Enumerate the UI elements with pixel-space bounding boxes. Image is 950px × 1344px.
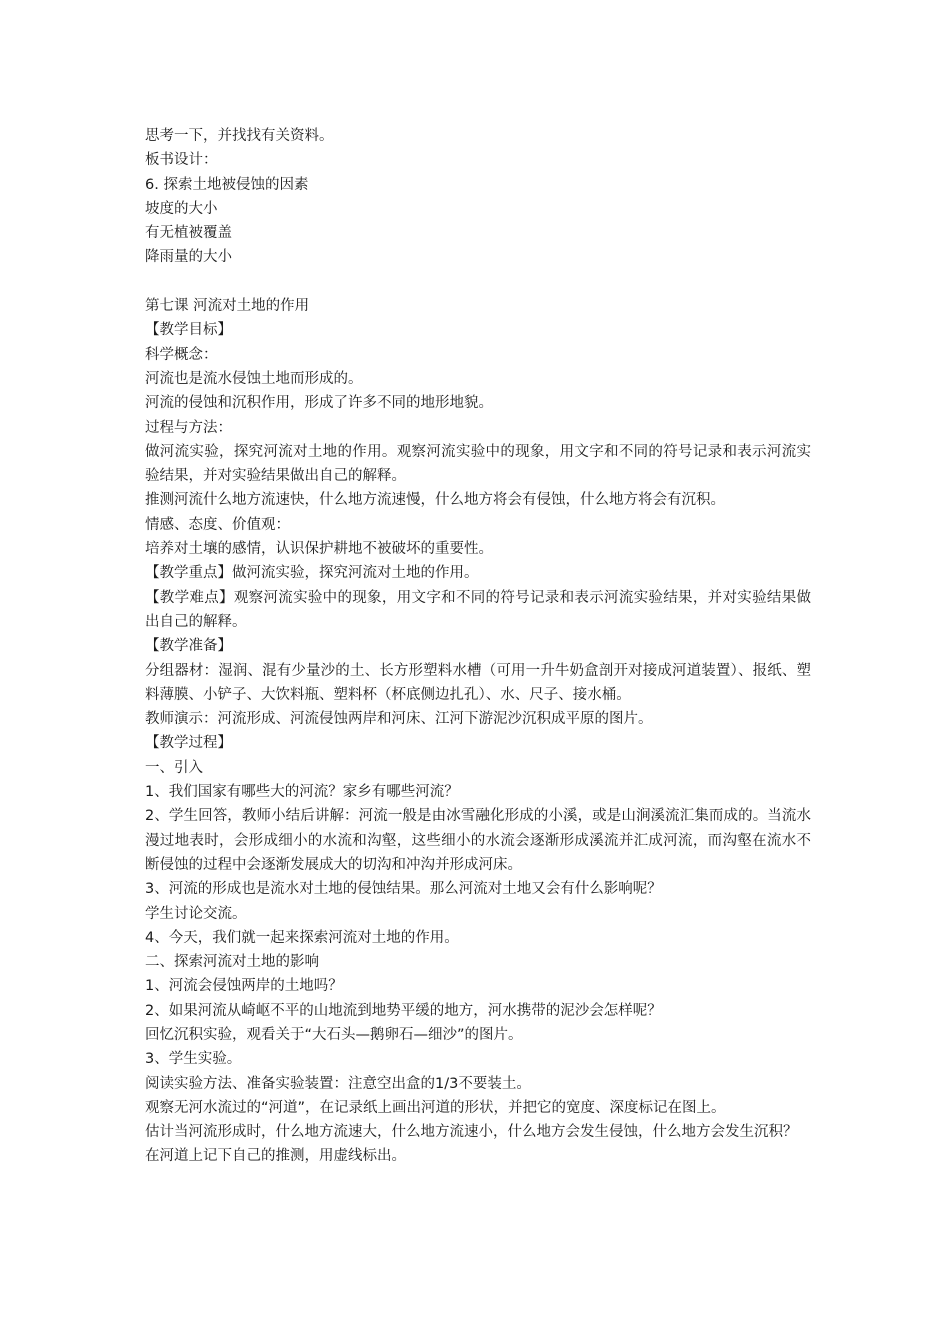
text-paragraph: 分组器材：湿润、混有少量沙的土、长方形塑料水槽（可用一升牛奶盒剖开对接成河道装置）、报纸、塑料薄膜、小铲子、大饮料瓶、塑料杯（杯底侧边扎孔）、水、尺子、接水桶。 [145,662,811,703]
text-paragraph: 做河流实验，探究河流对土地的作用。观察河流实验中的现象，用文字和不同的符号记录和表示河流实验结果，并对实验结果做出自己的解释。 [145,443,811,485]
text-line: 有无植被覆盖 [145,225,232,242]
section-heading: 【教学目标】 [145,322,232,339]
text-line: 3、学生实验。 [145,1051,242,1068]
text-line: 教师演示：河流形成、河流侵蚀两岸和河床、江河下游泥沙沉积成平原的图片。 [145,711,653,728]
text-paragraph: 估计当河流形成时，什么地方流速大，什么地方流速小，什么地方会发生侵蚀，什么地方会发生沉积？ [145,1124,798,1141]
document-page [145,124,811,1169]
text-line: 阅读实验方法、准备实验装置：注意空出盒的1/3不要装土。 [145,1075,531,1092]
text-line: 学生讨论交流。 [145,905,247,922]
text-line: 思考一下，并找找有关资料。 [145,128,334,144]
text-line: 2、如果河流从崎岖不平的山地流到地势平缓的地方，河水携带的泥沙会怎样呢？ [145,1002,662,1019]
text-line: 过程与方法： [145,419,232,436]
text-line: 科学概念： [145,346,218,363]
text-line: 1、河流会侵蚀两岸的土地吗？ [145,978,343,995]
text-line: 降雨量的大小 [145,249,232,266]
text-line: 3、河流的形成也是流水对土地的侵蚀结果。那么河流对土地又会有什么影响呢？ [145,881,662,898]
text-line: 坡度的大小 [145,200,218,217]
section-heading: 【教学过程】 [145,735,232,752]
text-line: 【教学重点】做河流实验，探究河流对土地的作用。 [145,565,479,582]
text-line: 二、探索河流对土地的影响 [145,954,319,971]
lesson-title: 第七课 河流对土地的作用 [145,298,310,315]
text-line: 1、我们国家有哪些大的河流？家乡有哪些河流？ [145,784,459,801]
text-line: 6. 探索土地被侵蚀的因素 [145,176,309,193]
text-line: 观察无河水流过的“河道”，在记录纸上画出河道的形状，并把它的宽度、深度标记在图上。 [145,1099,726,1116]
text-paragraph: 【教学难点】观察河流实验中的现象，用文字和不同的符号记录和表示河流实验结果，并对实验结果做出自己的解释。 [145,589,811,630]
text-line: 情感、态度、价值观： [145,516,290,533]
text-line: 推测河流什么地方流速快，什么地方流速慢，什么地方将会有侵蚀，什么地方将会有沉积。 [145,492,725,509]
text-paragraph: 2、学生回答，教师小结后讲解：河流一般是由冰雪融化形成的小溪，或是山涧溪流汇集而成的。当流水漫过地表时，会形成细小的水流和沟壑，这些细小的水流会逐渐形成溪流并汇成河流，而沟壑在流水不断侵蚀的过程中会逐渐发展成大的切沟和冲沟并形成河床。 [145,808,811,873]
text-line: 4、今天，我们就一起来探索河流对土地的作用。 [145,929,459,946]
section-heading: 【教学准备】 [145,638,232,655]
text-line: 河流的侵蚀和沉积作用，形成了许多不同的地形地貌。 [145,395,493,412]
text-line: 在河道上记下自己的推测，用虚线标出。 [145,1148,406,1165]
text-line: 回忆沉积实验，观看关于“大石头—鹅卵石—细沙”的图片。 [145,1026,523,1043]
text-line: 一、引入 [145,759,203,776]
text-line: 培养对土壤的感情，认识保护耕地不被破坏的重要性。 [145,541,493,558]
blank-line [145,270,811,294]
text-line: 板书设计： [145,152,218,169]
text-line: 河流也是流水侵蚀土地而形成的。 [145,370,363,387]
